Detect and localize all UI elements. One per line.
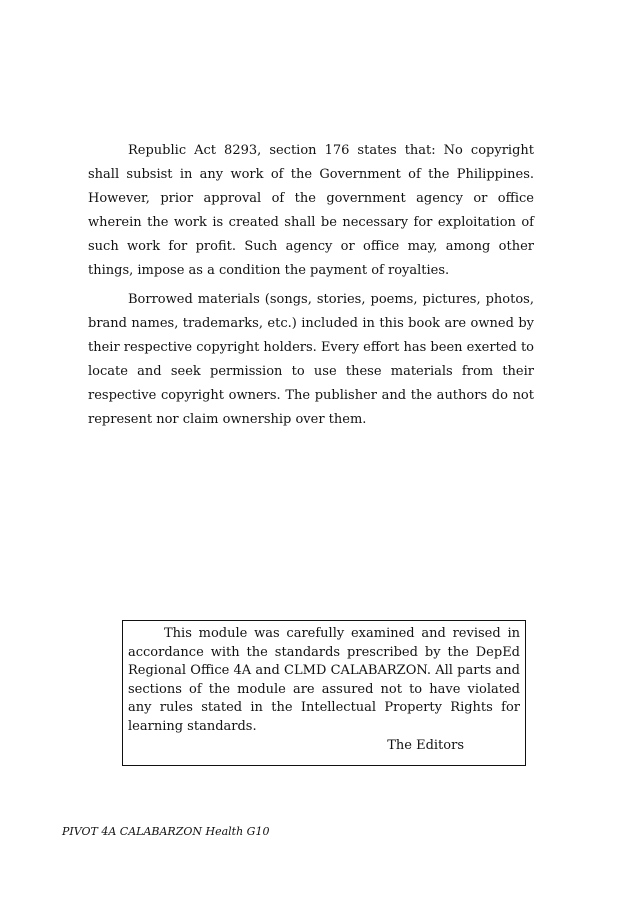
copyright-paragraph-borrowed-materials: Borrowed materials (songs, stories, poems, pictures, photos, brand names, trademarks, etc.) included in this book are owned by their respective copyright holders. Every effort has been exerted to locate and seek permission to use these materials from their respective copyright owners. The publisher and the authors do not represent nor claim ownership over them. [88, 292, 534, 427]
review-statement-box [122, 620, 526, 766]
review-statement-text: This module was carefully examined and revised in accordance with the standards prescribed by the DepEd Regional Office 4A and CLMD CALABARZON. All parts and sections of the module are assured not to have violated any rules stated in the Intellectual Property Rights for learning standards. [128, 626, 520, 734]
copyright-notice [88, 139, 534, 432]
page-footer: PIVOT 4A CALABARZON Health G10 [62, 825, 270, 838]
copyright-paragraph-ra8293: Republic Act 8293, section 176 states that: No copyright shall subsist in any work of the Government of the Philippines. However, prior approval of the government agency or office wherein the work is created shall be necessary for exploitation of such work for profit. Such agency or office may, among other things, impose as a condition the payment of royalties. [88, 143, 534, 278]
editors-signature: The Editors [387, 738, 464, 753]
